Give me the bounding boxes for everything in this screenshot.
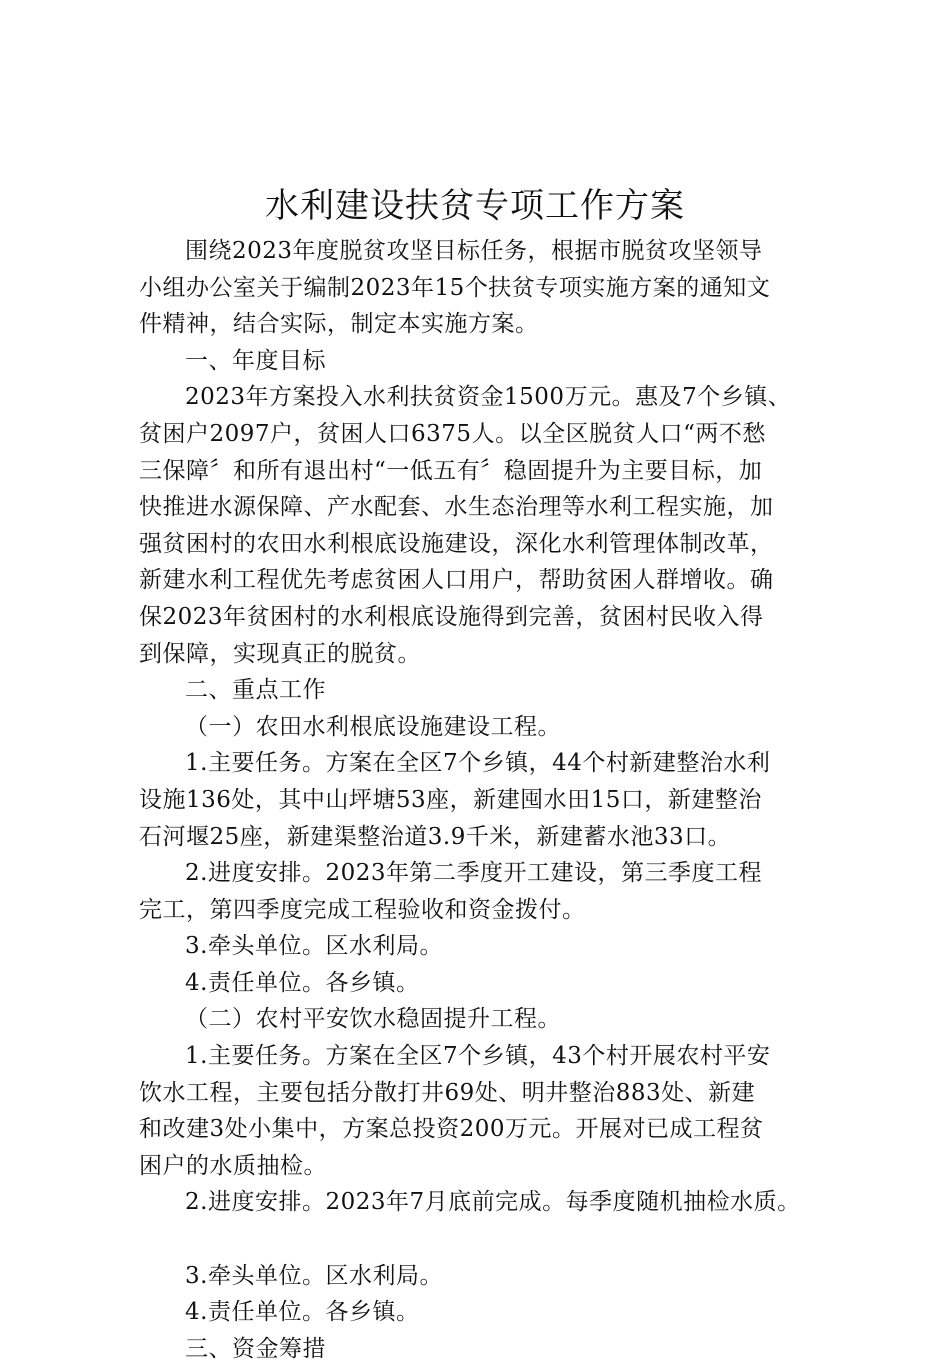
subsection-heading: （二）农村平安饮水稳固提升工程。	[185, 1006, 561, 1033]
paragraph-line: 2023年方案投入水利扶贫资金1500万元。惠及7个乡镇、	[185, 384, 792, 411]
paragraph-line: 2.进度安排。2023年第二季度开工建设，第三季度工程	[185, 860, 762, 887]
paragraph-line: 强贫困村的农田水利根底设施建设，深化水利管理体制改革，	[139, 530, 774, 557]
paragraph-line: 4.责任单位。各乡镇。	[185, 1299, 420, 1326]
paragraph-line: 件精神，结合实际，制定本实施方案。	[139, 311, 539, 338]
paragraph-line: 石河堰25座，新建渠整治道3.9千米，新建蓄水池33口。	[139, 823, 732, 850]
paragraph-line: 设施136处，其中山坪塘53座，新建囤水田15口，新建整治	[139, 786, 762, 813]
blank-line	[139, 1221, 839, 1258]
paragraph-line: 围绕2023年度脱贫攻坚目标任务，根据市脱贫攻坚领导	[185, 238, 763, 264]
subsection-heading: （一）农田水利根底设施建设工程。	[185, 713, 561, 740]
paragraph-line: 2.进度安排。2023年7月底前完成。每季度随机抽检水质。	[185, 1189, 801, 1216]
document-body	[139, 233, 839, 1367]
paragraph-line: 和改建3处小集中，方案总投资200万元。开展对已成工程贫	[139, 1116, 764, 1143]
paragraph-line: 快推进水源保障、产水配套、水生态治理等水利工程实施，加	[139, 494, 774, 521]
paragraph-line: 保2023年贫困村的水利根底设施得到完善，贫困村民收入得	[139, 603, 764, 630]
paragraph-line: 到保障，实现真正的脱贫。	[139, 640, 421, 667]
paragraph-line: 小组办公室关于编制2023年15个扶贫专项实施方案的通知文	[139, 274, 771, 301]
paragraph-line: 饮水工程，主要包括分散打井69处、明井整治883处、新建	[139, 1079, 756, 1106]
paragraph-line: 3.牵头单位。区水利局。	[185, 1262, 443, 1289]
section-heading: 二、重点工作	[185, 677, 326, 704]
paragraph-line: 完工，第四季度完成工程验收和资金拨付。	[139, 896, 586, 923]
paragraph-line: 4.责任单位。各乡镇。	[185, 969, 420, 996]
paragraph-line: 贫困户2097户，贫困人口6375人。以全区脱贫人口“两不愁	[139, 420, 766, 447]
paragraph-line: 1.主要任务。方案在全区7个乡镇，43个村开展农村平安	[185, 1043, 771, 1070]
section-heading: 一、年度目标	[185, 347, 326, 374]
paragraph-line: 新建水利工程优先考虑贫困人口用户，帮助贫困人群增收。确	[139, 567, 774, 594]
paragraph-line: 三保障〞和所有退出村“一低五有〞稳固提升为主要目标，加	[139, 457, 763, 484]
paragraph-line: 1.主要任务。方案在全区7个乡镇，44个村新建整治水利	[185, 750, 771, 777]
paragraph-line: 困户的水质抽检。	[139, 1152, 327, 1179]
section-heading: 三、资金筹措	[185, 1335, 326, 1362]
paragraph-line: 3.牵头单位。区水利局。	[185, 933, 443, 960]
document-title: 水利建设扶贫专项工作方案	[265, 186, 685, 226]
